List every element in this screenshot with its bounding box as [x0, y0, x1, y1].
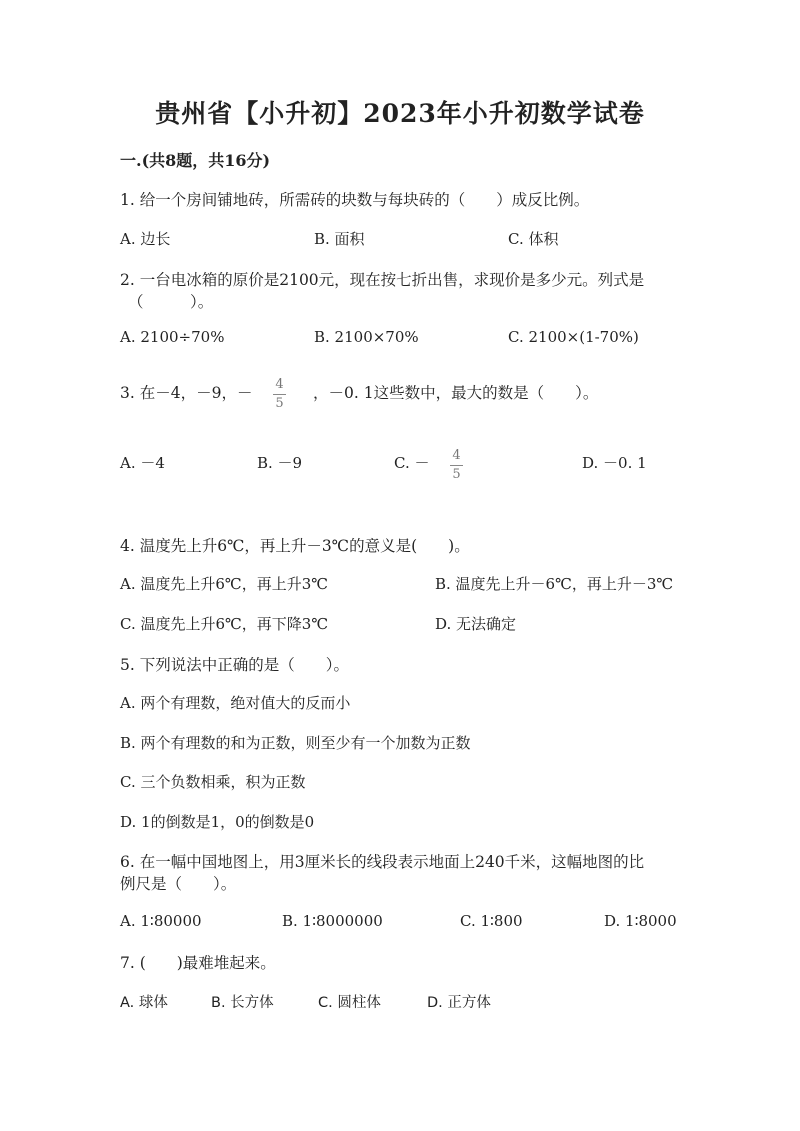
question-3-option-c-prefix: C. －	[394, 454, 430, 472]
question-7-text: 7. ( )最难堆起来。	[120, 954, 276, 972]
question-5-option-a[interactable]: A. 两个有理数，绝对值大的反而小	[120, 694, 351, 712]
question-3-option-c-fraction	[450, 448, 463, 483]
question-3-text-part1: 3. 在－4，－9，－	[120, 384, 253, 402]
question-1-option-b[interactable]: B. 面积	[314, 230, 365, 248]
section-heading: 一.(共8题，共16分)	[120, 151, 271, 170]
question-2-option-b[interactable]: B. 2100×70%	[314, 328, 419, 346]
fraction-bar	[450, 465, 463, 466]
question-4-option-d[interactable]: D. 无法确定	[435, 615, 517, 633]
question-7-option-a[interactable]: A. 球体	[120, 995, 168, 1011]
question-6-option-a[interactable]: A. 1∶80000	[120, 912, 202, 930]
question-4-text: 4. 温度先上升6℃，再上升－3℃的意义是( )。	[120, 537, 470, 555]
question-3-option-d[interactable]: D. －0. 1	[582, 454, 647, 472]
question-6-option-c[interactable]: C. 1∶800	[460, 912, 523, 930]
question-5-option-b[interactable]: B. 两个有理数的和为正数，则至少有一个加数为正数	[120, 734, 471, 752]
page-title: 贵州省【小升初】2023年小升初数学试卷	[155, 99, 645, 128]
question-3-option-a[interactable]: A. －4	[120, 454, 165, 472]
question-7-option-c[interactable]: C. 圆柱体	[318, 995, 381, 1011]
question-3-text-part2: ，－0. 1这些数中，最大的数是（ ）。	[313, 384, 599, 402]
question-4-option-a[interactable]: A. 温度先上升6℃，再上升3℃	[120, 575, 329, 593]
question-2-option-c[interactable]: C. 2100×(1-70%)	[508, 328, 639, 346]
question-5-text: 5. 下列说法中正确的是（ ）。	[120, 656, 349, 674]
question-7-option-b[interactable]: B. 长方体	[211, 995, 274, 1011]
question-1-option-c[interactable]: C. 体积	[508, 230, 559, 248]
fraction-bar	[273, 394, 286, 395]
question-1-option-a[interactable]: A. 边长	[120, 230, 171, 248]
question-4-option-c[interactable]: C. 温度先上升6℃，再下降3℃	[120, 615, 329, 633]
question-3-option-b[interactable]: B. －9	[257, 454, 303, 472]
fraction-denominator: 5	[452, 467, 461, 482]
question-3-fraction	[273, 377, 286, 412]
question-4-option-b[interactable]: B. 温度先上升－6℃，再上升－3℃	[435, 575, 674, 593]
question-5-option-d[interactable]: D. 1的倒数是1，0的倒数是0	[120, 813, 315, 831]
question-6-text-line1: 6. 在一幅中国地图上，用3厘米长的线段表示地面上240千米，这幅地图的比	[120, 853, 645, 871]
question-6-option-d[interactable]: D. 1∶8000	[604, 912, 677, 930]
fraction-denominator: 5	[275, 396, 284, 411]
question-2-text-line2: （ ）。	[128, 293, 214, 311]
question-6-option-b[interactable]: B. 1∶8000000	[282, 912, 383, 930]
fraction-numerator: 4	[275, 377, 284, 392]
question-2-option-a[interactable]: A. 2100÷70%	[120, 328, 225, 346]
question-7-option-d[interactable]: D. 正方体	[427, 995, 491, 1011]
question-2-text-line1: 2. 一台电冰箱的原价是2100元，现在按七折出售，求现价是多少元。列式是	[120, 271, 645, 289]
question-1-text: 1. 给一个房间铺地砖，所需砖的块数与每块砖的（ ）成反比例。	[120, 191, 590, 209]
question-6-text-line2: 例尺是（ ）。	[120, 875, 237, 893]
fraction-numerator: 4	[452, 448, 461, 463]
question-5-option-c[interactable]: C. 三个负数相乘，积为正数	[120, 773, 306, 791]
